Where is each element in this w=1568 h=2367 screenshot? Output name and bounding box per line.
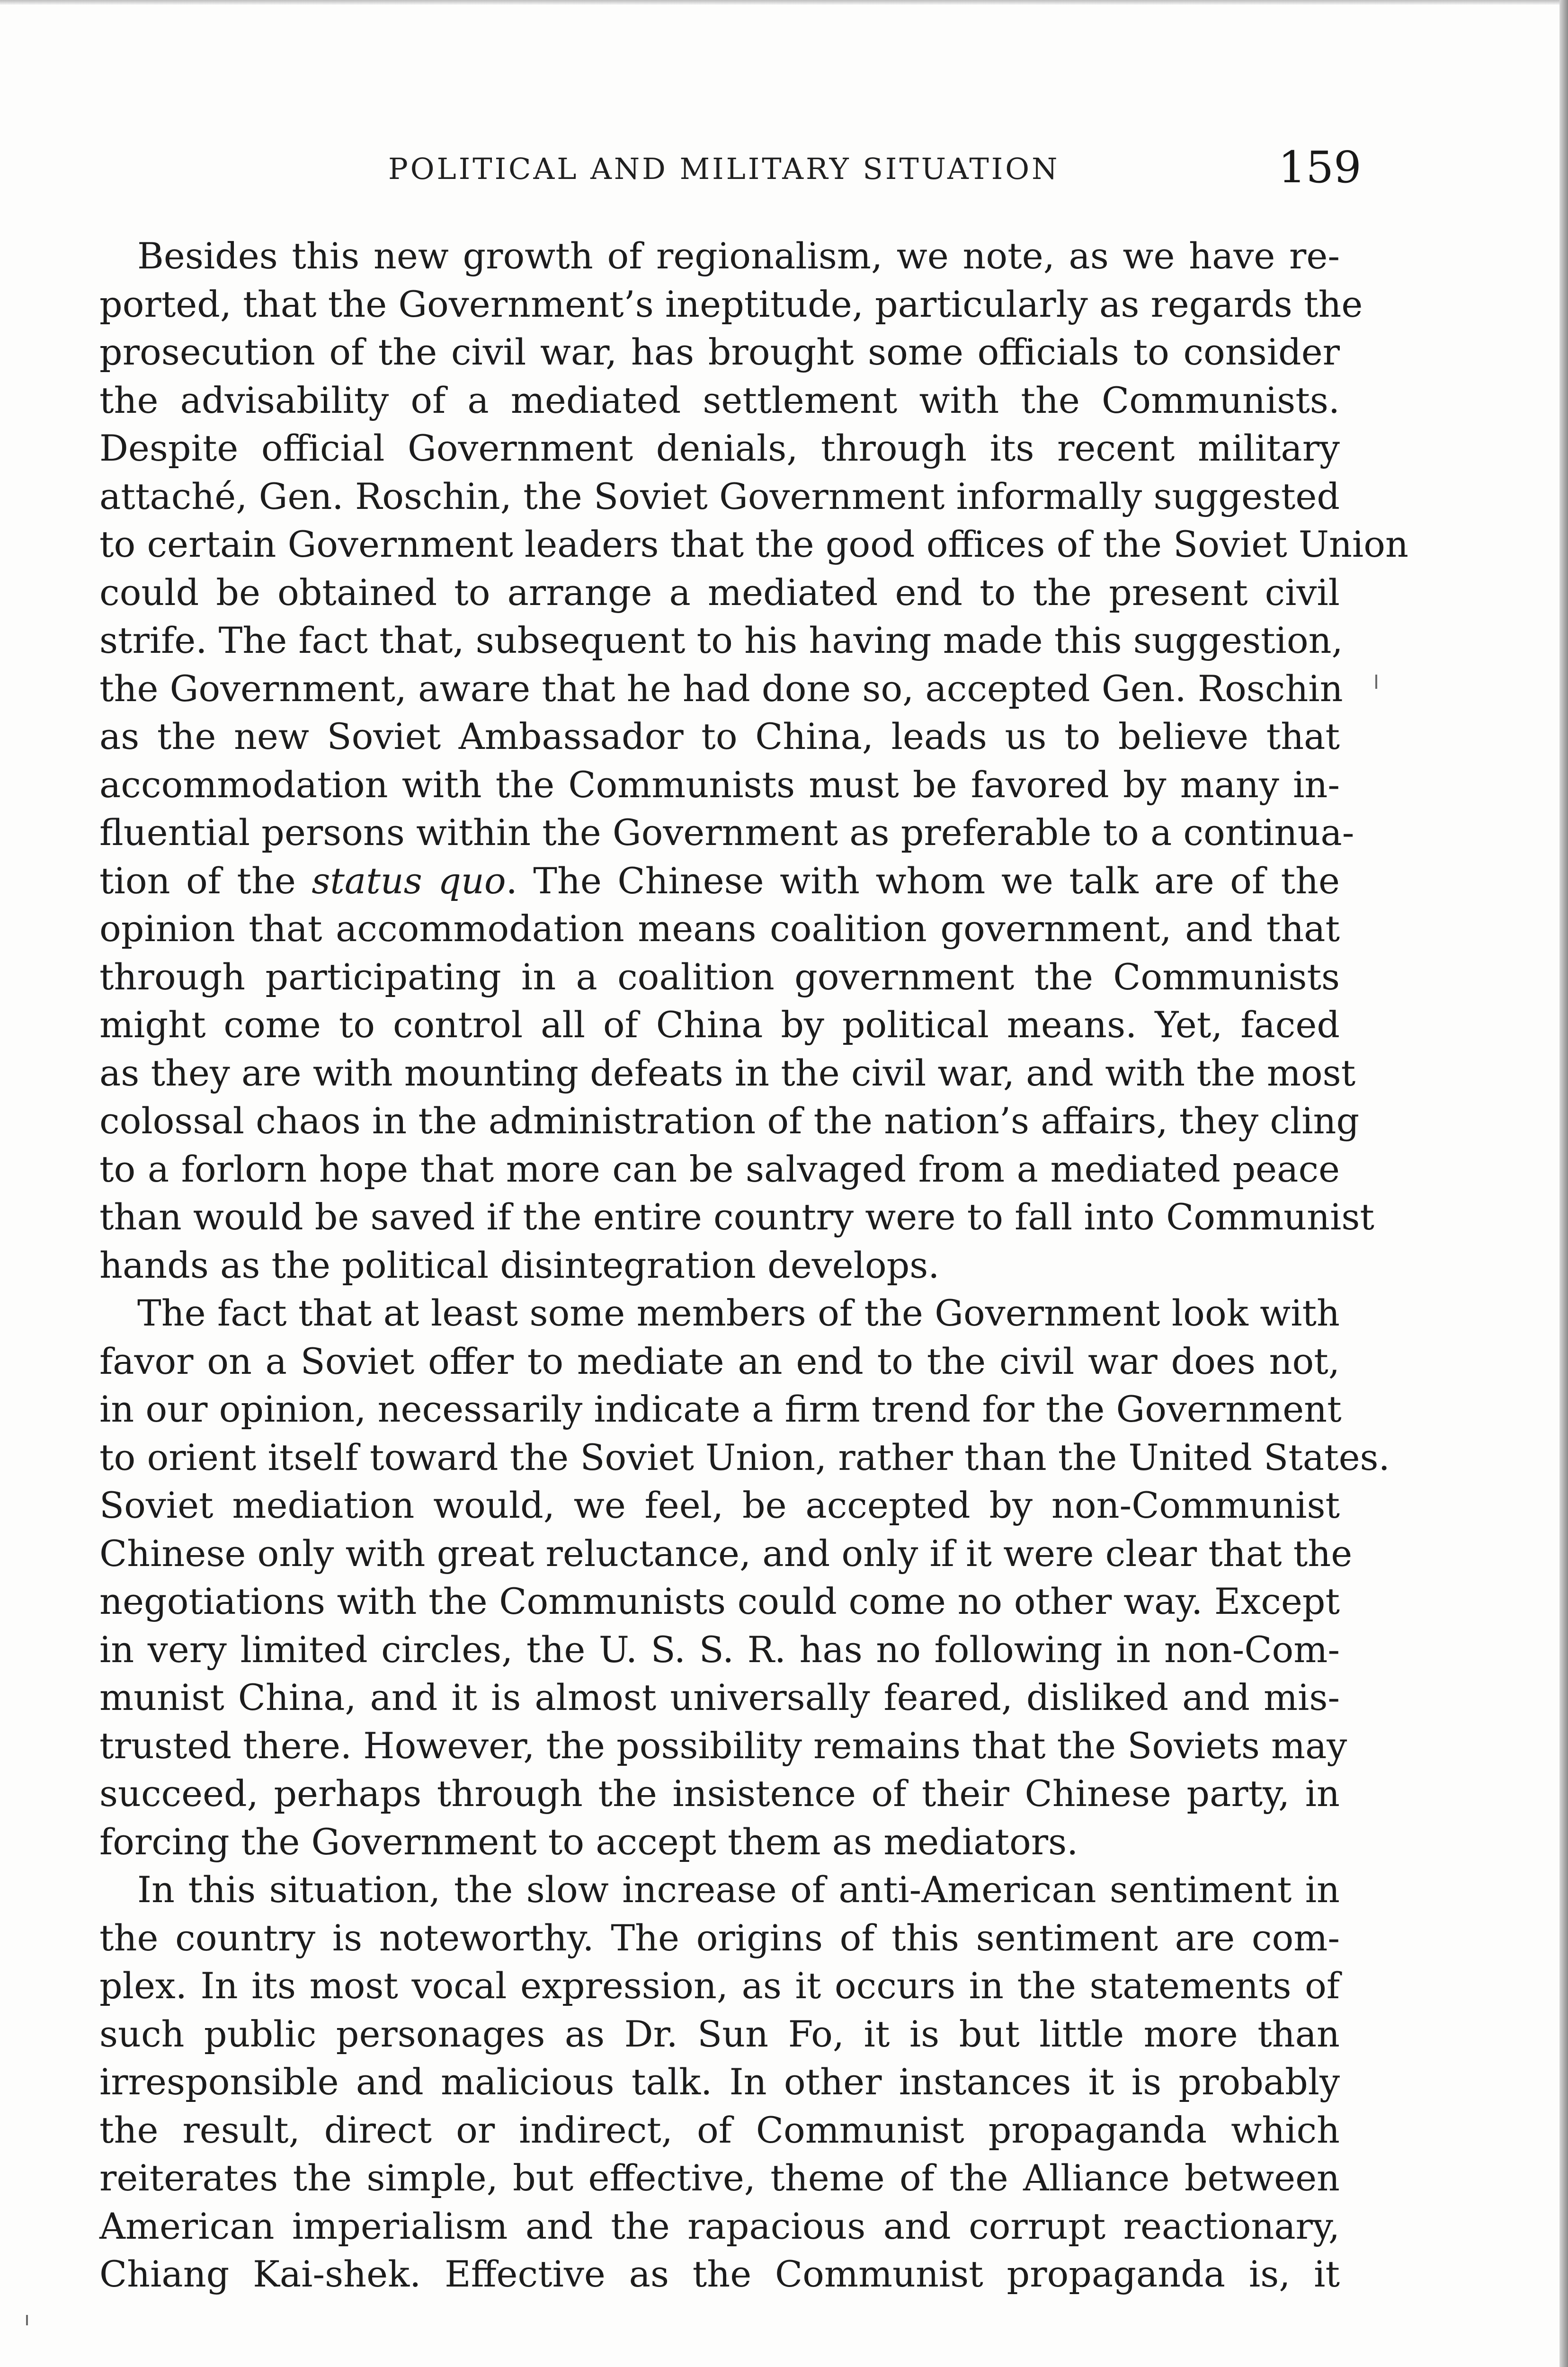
text-line: the advisability of a mediated settlement with the Communists. [99, 379, 1340, 421]
text-line: succeed, perhaps through the insistence of their Chinese party, in [99, 1772, 1340, 1815]
text-line: Chinese only with great reluctance, and only if it were clear that the [99, 1532, 1353, 1575]
text-line: favor on a Soviet offer to mediate an end to the civil war does not, [99, 1340, 1340, 1382]
page-number: 159 [1278, 142, 1362, 193]
text-line: such public personages as Dr. Sun Fo, it is but little more than [99, 2012, 1340, 2055]
text-line: strife. The fact that, subsequent to his having made this suggestion, [99, 619, 1343, 661]
margin-mark [1375, 675, 1377, 689]
text-line: to orient itself toward the Soviet Union, rather than the United States. [99, 1436, 1390, 1478]
text-line: could be obtained to arrange a mediated end to the present civil [99, 571, 1340, 614]
text-line: opinion that accommodation means coalition government, and that [99, 908, 1340, 950]
body-text [99, 232, 1408, 2298]
text-line: American imperialism and the rapacious and corrupt reactionary, [99, 2205, 1340, 2247]
page-top-edge [0, 0, 1568, 5]
running-head: POLITICAL AND MILITARY SITUATION [388, 151, 1060, 186]
text-line: as they are with mounting defeats in the civil war, and with the most [99, 1051, 1356, 1094]
text-line: as the new Soviet Ambassador to China, leads us to believe that [99, 715, 1340, 757]
text-line: to certain Government leaders that the good offices of the Soviet Union [99, 523, 1408, 565]
text-line: to a forlorn hope that more can be salvaged from a mediated peace [99, 1148, 1340, 1190]
page-binding-shadow [1559, 0, 1568, 2367]
text-line: fluential persons within the Government as preferable to a continua- [99, 811, 1354, 854]
text-line: the country is noteworthy. The origins of this sentiment are com- [99, 1916, 1340, 1959]
text-line: than would be saved if the entire country were to fall into Communist [99, 1196, 1374, 1238]
text-line: trusted there. However, the possibility remains that the Soviets may [99, 1724, 1347, 1767]
text-line: forcing the Government to accept them as mediators. [99, 1820, 1078, 1863]
italic-phrase: status quo [312, 859, 506, 902]
text-line: irresponsible and malicious talk. In other instances it is probably [99, 2061, 1340, 2103]
text-line: Despite official Government denials, through its recent military [99, 427, 1340, 469]
margin-mark [26, 2315, 28, 2325]
text-line: The fact that at least some members of the Government look with [137, 1292, 1340, 1334]
text-line: the Government, aware that he had done so, accepted Gen. Roschin [99, 667, 1343, 710]
text-line: munist China, and it is almost universally feared, disliked and mis- [99, 1676, 1340, 1718]
text-line-head: tion of the [99, 859, 312, 902]
text-line: Besides this new growth of regionalism, we note, as we have re- [137, 235, 1340, 277]
text-line: in very limited circles, the U. S. S. R. has no following in non-Com- [99, 1628, 1340, 1671]
text-line: ported, that the Government’s ineptitude, particularly as regards the [99, 283, 1363, 325]
text-line: prosecution of the civil war, has brought some officials to consider [99, 331, 1340, 373]
text-line: negotiations with the Communists could come no other way. Except [99, 1580, 1340, 1622]
text-line: In this situation, the slow increase of anti-American sentiment in [137, 1869, 1340, 1911]
text-line: Chiang Kai-shek. Effective as the Communist propaganda is, it [99, 2253, 1340, 2295]
text-line: reiterates the simple, but effective, theme of the Alliance between [99, 2157, 1340, 2199]
text-line: the result, direct or indirect, of Communist propaganda which [99, 2109, 1340, 2151]
text-line: through participating in a coalition government the Communists [99, 955, 1340, 998]
text-line: colossal chaos in the administration of the nation’s affairs, they cling [99, 1100, 1360, 1142]
text-line: attaché, Gen. Roschin, the Soviet Government informally suggested [99, 475, 1340, 517]
text-line: plex. In its most vocal expression, as it occurs in the statements of [99, 1965, 1340, 2007]
text-line: might come to control all of China by political means. Yet, faced [99, 1004, 1340, 1046]
text-line: Soviet mediation would, we feel, be accepted by non-Communist [99, 1484, 1340, 1526]
text-line-tail: . The Chinese with whom we talk are of the [506, 859, 1340, 902]
text-line: hands as the political disintegration develops. [99, 1244, 940, 1286]
text-line: accommodation with the Communists must be favored by many in- [99, 763, 1340, 806]
text-line: in our opinion, necessarily indicate a firm trend for the Government [99, 1388, 1342, 1430]
text-line-with-italic [99, 857, 1340, 905]
